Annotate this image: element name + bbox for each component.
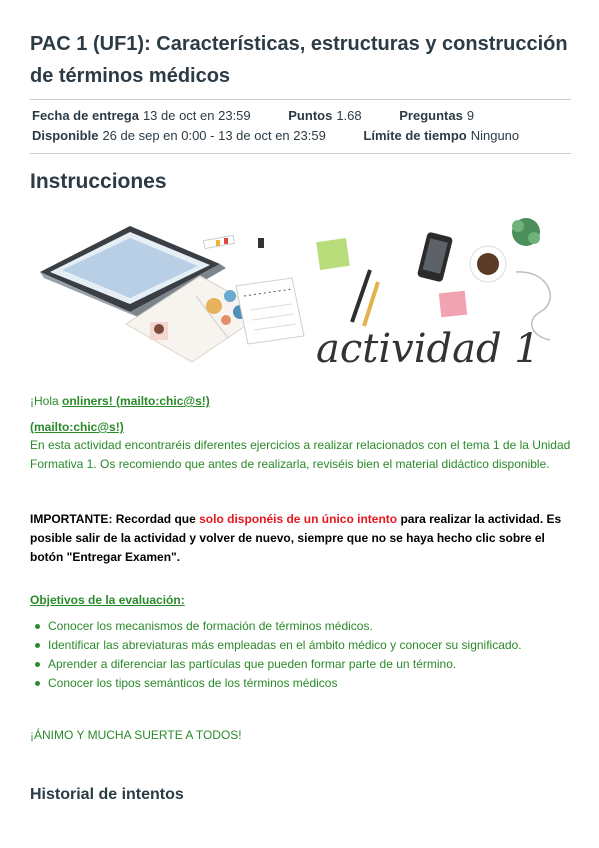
questions-value: 9 bbox=[466, 108, 475, 123]
objectives-heading-line bbox=[30, 591, 571, 610]
points-label: Puntos bbox=[288, 108, 333, 123]
divider bbox=[30, 153, 571, 154]
chicos-mail-link[interactable]: (mailto:chic@s!) bbox=[30, 420, 124, 434]
mail-link-line bbox=[30, 418, 571, 437]
objectives-list bbox=[30, 617, 568, 693]
time-limit-value: Ninguno bbox=[470, 128, 520, 143]
greeting-prefix: ¡Hola bbox=[30, 394, 63, 408]
objectives-heading: Objetivos de la evaluación: bbox=[30, 593, 185, 607]
available-label: Disponible bbox=[32, 128, 99, 143]
page-title: PAC 1 (UF1): Características, estructuras y construcción de términos médicos bbox=[30, 33, 568, 87]
list-item: Conocer los tipos semánticos de los términos médicos bbox=[48, 674, 568, 693]
plant-icon bbox=[512, 218, 540, 246]
phone-icon bbox=[417, 232, 453, 283]
quiz-meta-row-2 bbox=[32, 127, 519, 145]
activity-banner-image bbox=[30, 212, 571, 382]
coffee-cup-icon bbox=[470, 246, 506, 282]
important-text-2: para realizar la actividad. Es posible salir de la actividad y volver de nuevo, siempre que no se haya hecho clic sobre el botón "Entregar Examen". bbox=[30, 512, 562, 564]
important-notice bbox=[30, 510, 571, 567]
due-label: Fecha de entrega bbox=[32, 108, 139, 123]
divider bbox=[30, 99, 571, 100]
onliners-mail-link[interactable]: onliners! (mailto:chic@s!) bbox=[62, 394, 210, 408]
sticky-note-icon bbox=[316, 238, 350, 270]
banner-text: actividad 1 bbox=[316, 326, 540, 372]
available-value: 26 de sep en 0:00 - 13 de oct en 23:59 bbox=[102, 128, 326, 143]
history-heading: Historial de intentos bbox=[30, 786, 184, 803]
important-highlight: solo disponéis de un único intento bbox=[199, 512, 398, 526]
list-item: Conocer los mecanismos de formación de términos médicos. bbox=[48, 617, 568, 636]
due-value: 13 de oct en 23:59 bbox=[142, 108, 251, 123]
list-item: Aprender a diferenciar las partículas que pueden formar parte de un término. bbox=[48, 655, 568, 674]
time-limit-label: Límite de tiempo bbox=[363, 128, 467, 143]
quiz-meta-row-1 bbox=[32, 107, 474, 125]
pink-sticky-note-icon bbox=[439, 291, 467, 318]
important-text-1: IMPORTANTE: Recordad que bbox=[30, 512, 200, 526]
questions-label: Preguntas bbox=[399, 108, 463, 123]
points-value: 1.68 bbox=[336, 108, 362, 123]
instructions-heading: Instrucciones bbox=[30, 170, 167, 193]
closing-message: ¡ÁNIMO Y MUCHA SUERTE A TODOS! bbox=[30, 728, 242, 742]
intro-paragraph: En esta actividad encontraréis diferentes ejercicios a realizar relacionados con el tema 1 de la Unidad Formativa 1. Os recomiendo que antes de realizarla, reviséis bien el material didáctico disponible. bbox=[30, 438, 571, 471]
greeting bbox=[30, 392, 571, 411]
notebook-icon bbox=[236, 278, 304, 344]
list-item: Identificar las abreviaturas más empleadas en el ámbito médico y conocer su significado. bbox=[48, 636, 568, 655]
